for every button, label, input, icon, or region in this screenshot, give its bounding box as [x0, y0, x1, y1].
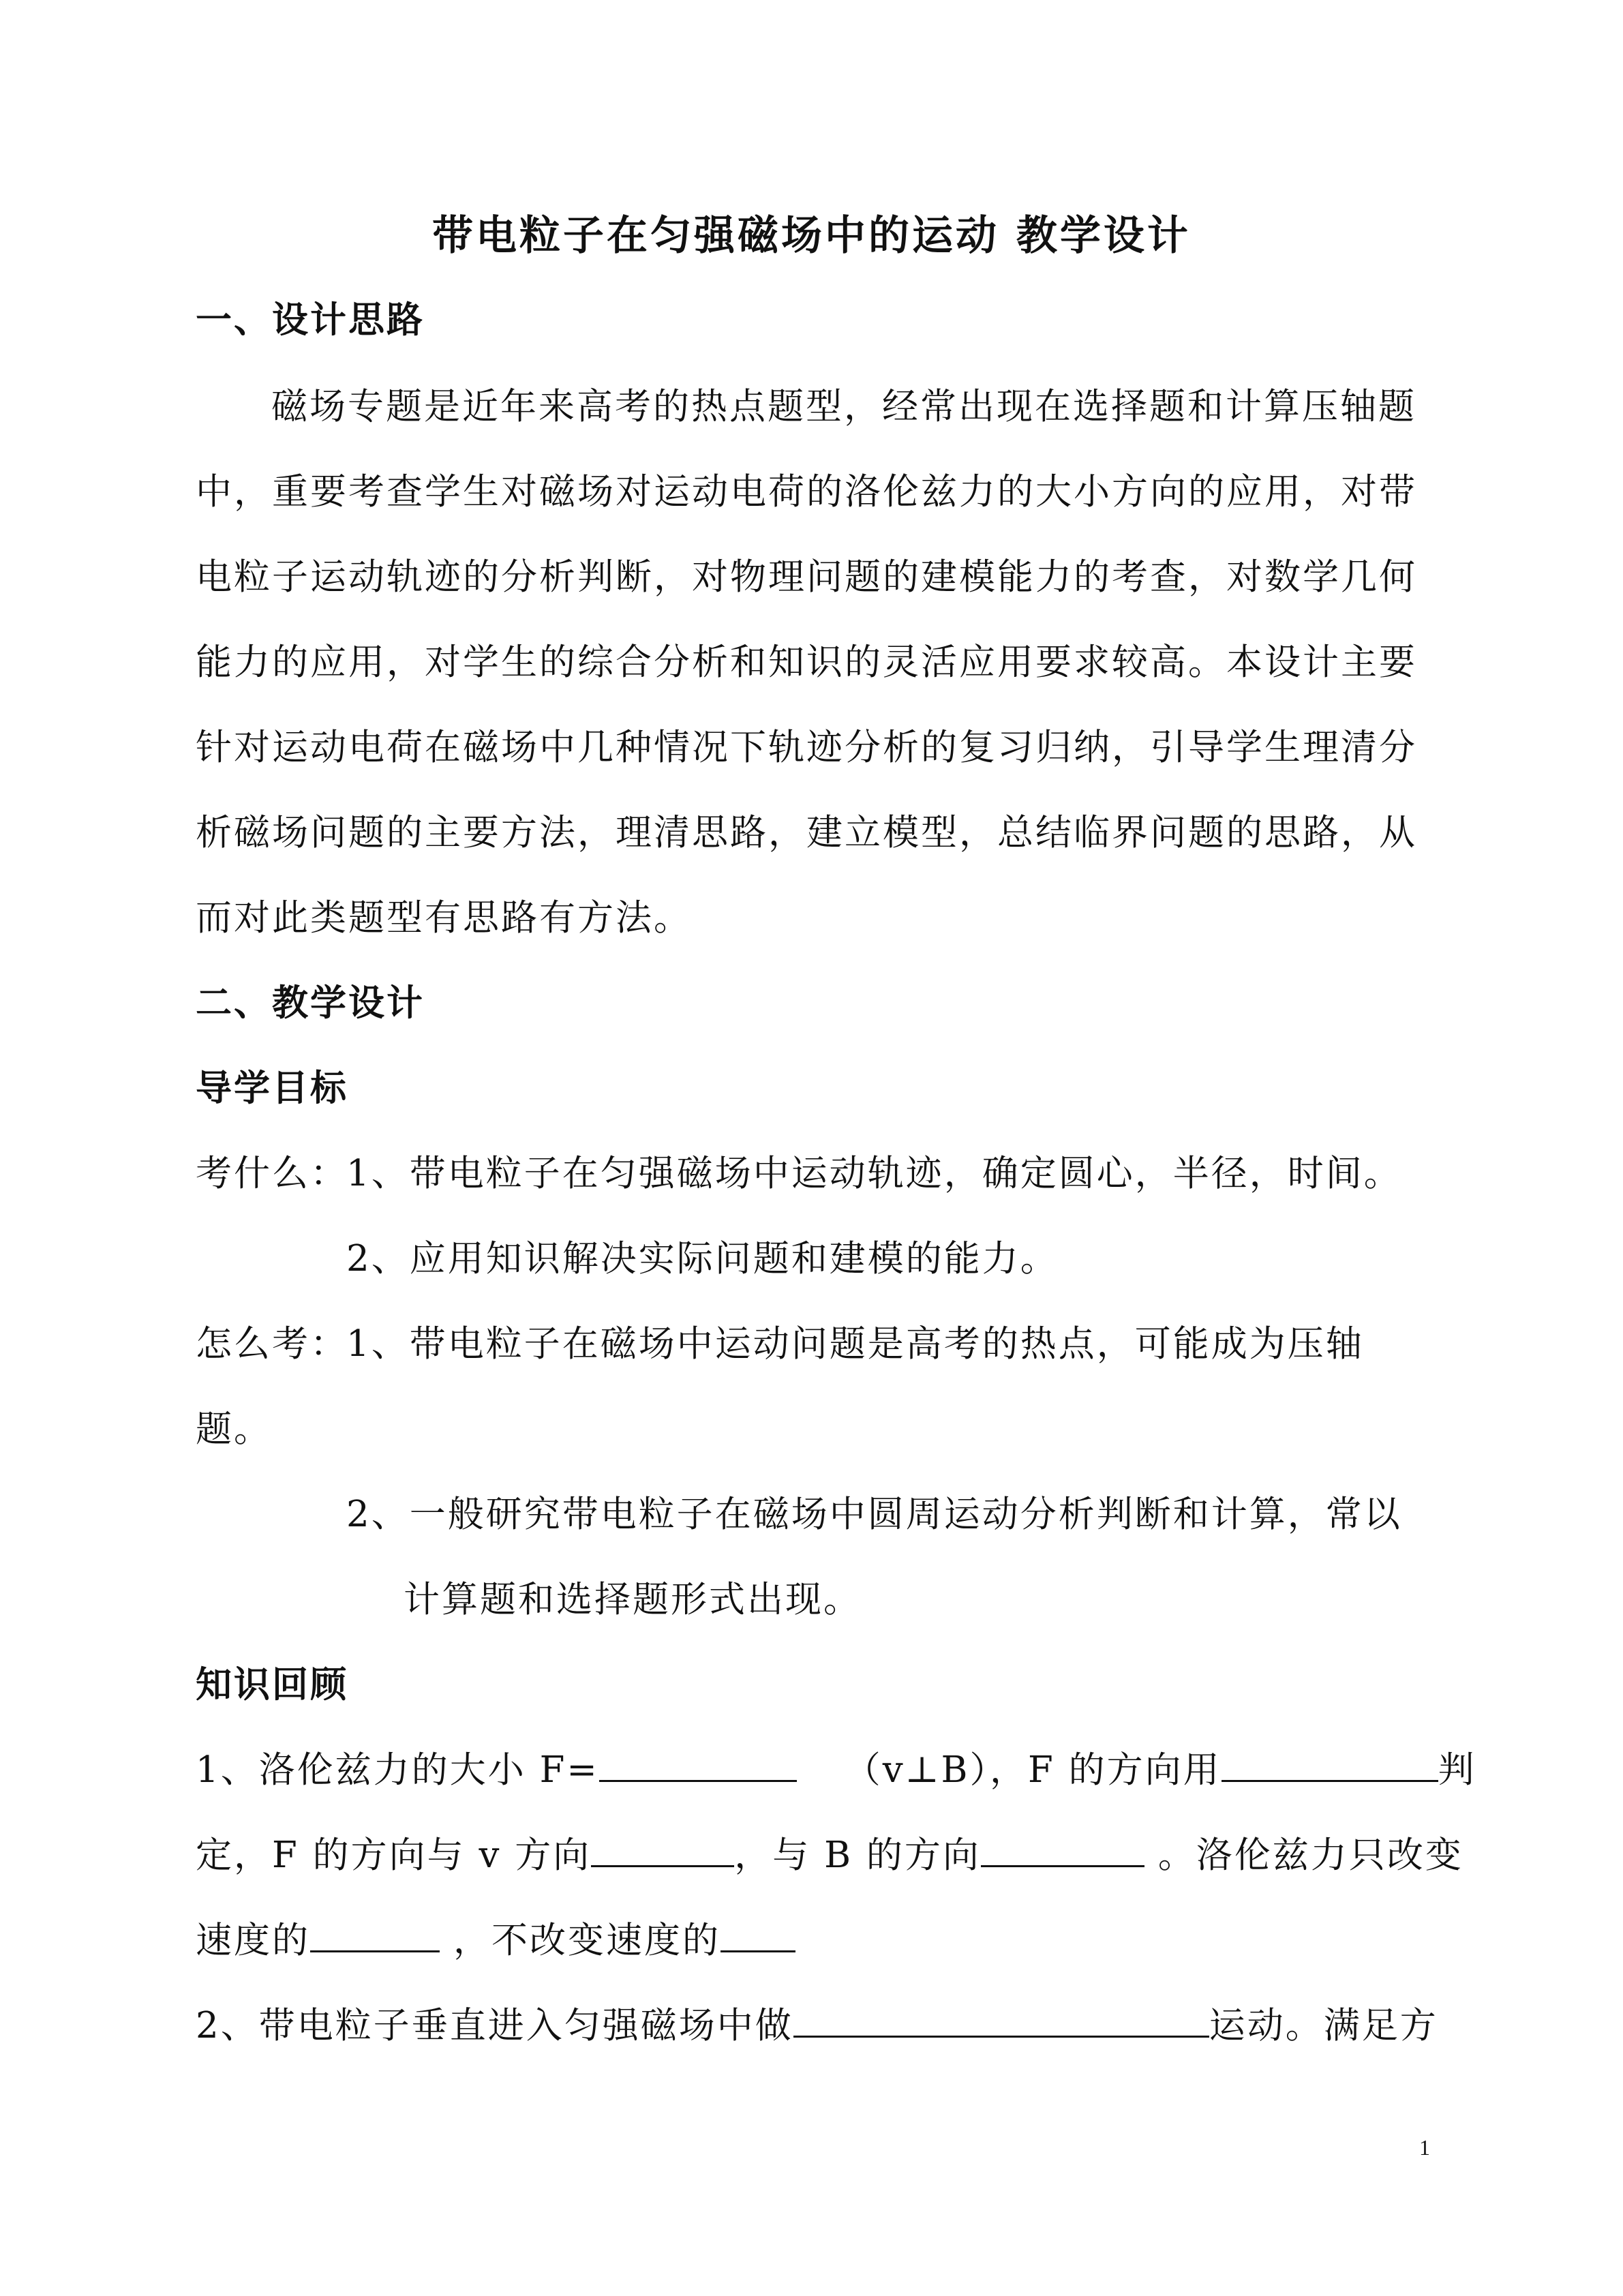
how-is-tested-item-1-cont: 题。: [196, 1408, 272, 1450]
how-is-tested-label: 怎么考：: [196, 1323, 348, 1365]
question-text: 速度的: [196, 1920, 310, 1961]
how-is-tested-item-2: 2、一般研究带电粒子在磁场中圆周运动分析判断和计算，常以: [346, 1494, 1402, 1535]
section-heading-design-idea: 一、设计思路: [196, 299, 425, 341]
question-text: 定，F 的方向与 v 方向: [196, 1834, 592, 1876]
question-text: 判: [1438, 1749, 1476, 1791]
page-number: 1: [1419, 2135, 1430, 2160]
question-text: ，不改变速度的: [453, 1920, 721, 1961]
fill-blank-relation-to-b[interactable]: [981, 1834, 1144, 1867]
fill-blank-relation-to-v[interactable]: [591, 1834, 734, 1867]
review-question-1-line-3: [196, 1919, 795, 1963]
question-text: 2、带电粒子垂直进入匀强磁场中做: [196, 2005, 793, 2046]
subheading-knowledge-review: 知识回顾: [196, 1664, 348, 1706]
fill-blank-changes-velocity[interactable]: [310, 1919, 440, 1952]
paragraph-line: 能力的应用，对学生的综合分析和知识的灵活应用要求较高。本设计主要: [196, 641, 1417, 683]
review-question-1-line-1: [196, 1749, 1476, 1792]
review-question-1-line-2: [196, 1834, 1463, 1877]
fill-blank-force-magnitude[interactable]: [599, 1749, 797, 1782]
fill-blank-force-direction-rule[interactable]: [1222, 1749, 1438, 1782]
paragraph-line: 针对运动电荷在磁场中几种情况下轨迹分析的复习归纳，引导学生理清分: [196, 727, 1417, 768]
document-title: 带电粒子在匀强磁场中的运动 教学设计: [432, 212, 1191, 260]
paragraph-line: 中，重要考查学生对磁场对运动电荷的洛伦兹力的大小方向的应用，对带: [196, 471, 1417, 513]
question-text: 运动。满足方: [1209, 2005, 1438, 2046]
fill-blank-unchanged-velocity[interactable]: [721, 1919, 795, 1952]
what-is-tested-label: 考什么：: [196, 1153, 348, 1194]
how-is-tested-item-2-cont: 计算题和选择题形式出现。: [404, 1579, 862, 1620]
paragraph-line: 而对此类题型有思路有方法。: [196, 897, 692, 939]
question-text: ，与 B 的方向: [734, 1834, 981, 1876]
how-is-tested-item-1: 1、带电粒子在磁场中运动问题是高考的热点，可能成为压轴: [346, 1323, 1364, 1365]
what-is-tested-item-2: 2、应用知识解决实际问题和建模的能力。: [346, 1238, 1059, 1280]
paragraph-line: 电粒子运动轨迹的分析判断，对物理问题的建模能力的考查，对数学几何: [196, 556, 1417, 598]
what-is-tested-item-1: 1、带电粒子在匀强磁场中运动轨迹，确定圆心，半径，时间。: [346, 1153, 1402, 1194]
question-text: （v⊥B），F 的方向用: [844, 1749, 1222, 1791]
question-text: 1、洛伦兹力的大小 F=: [196, 1749, 599, 1791]
question-text: 。洛伦兹力只改变: [1157, 1834, 1463, 1876]
subheading-learning-goals: 导学目标: [196, 1068, 348, 1109]
paragraph-line: 析磁场问题的主要方法，理清思路，建立模型，总结临界问题的思路，从: [196, 812, 1417, 854]
paragraph-line: 磁场专题是近年来高考的热点题型，经常出现在选择题和计算压轴题: [271, 386, 1416, 427]
review-question-2-line-1: [196, 2004, 1438, 2048]
section-heading-teaching-design: 二、教学设计: [196, 982, 425, 1024]
fill-blank-motion-type[interactable]: [793, 2004, 1209, 2038]
